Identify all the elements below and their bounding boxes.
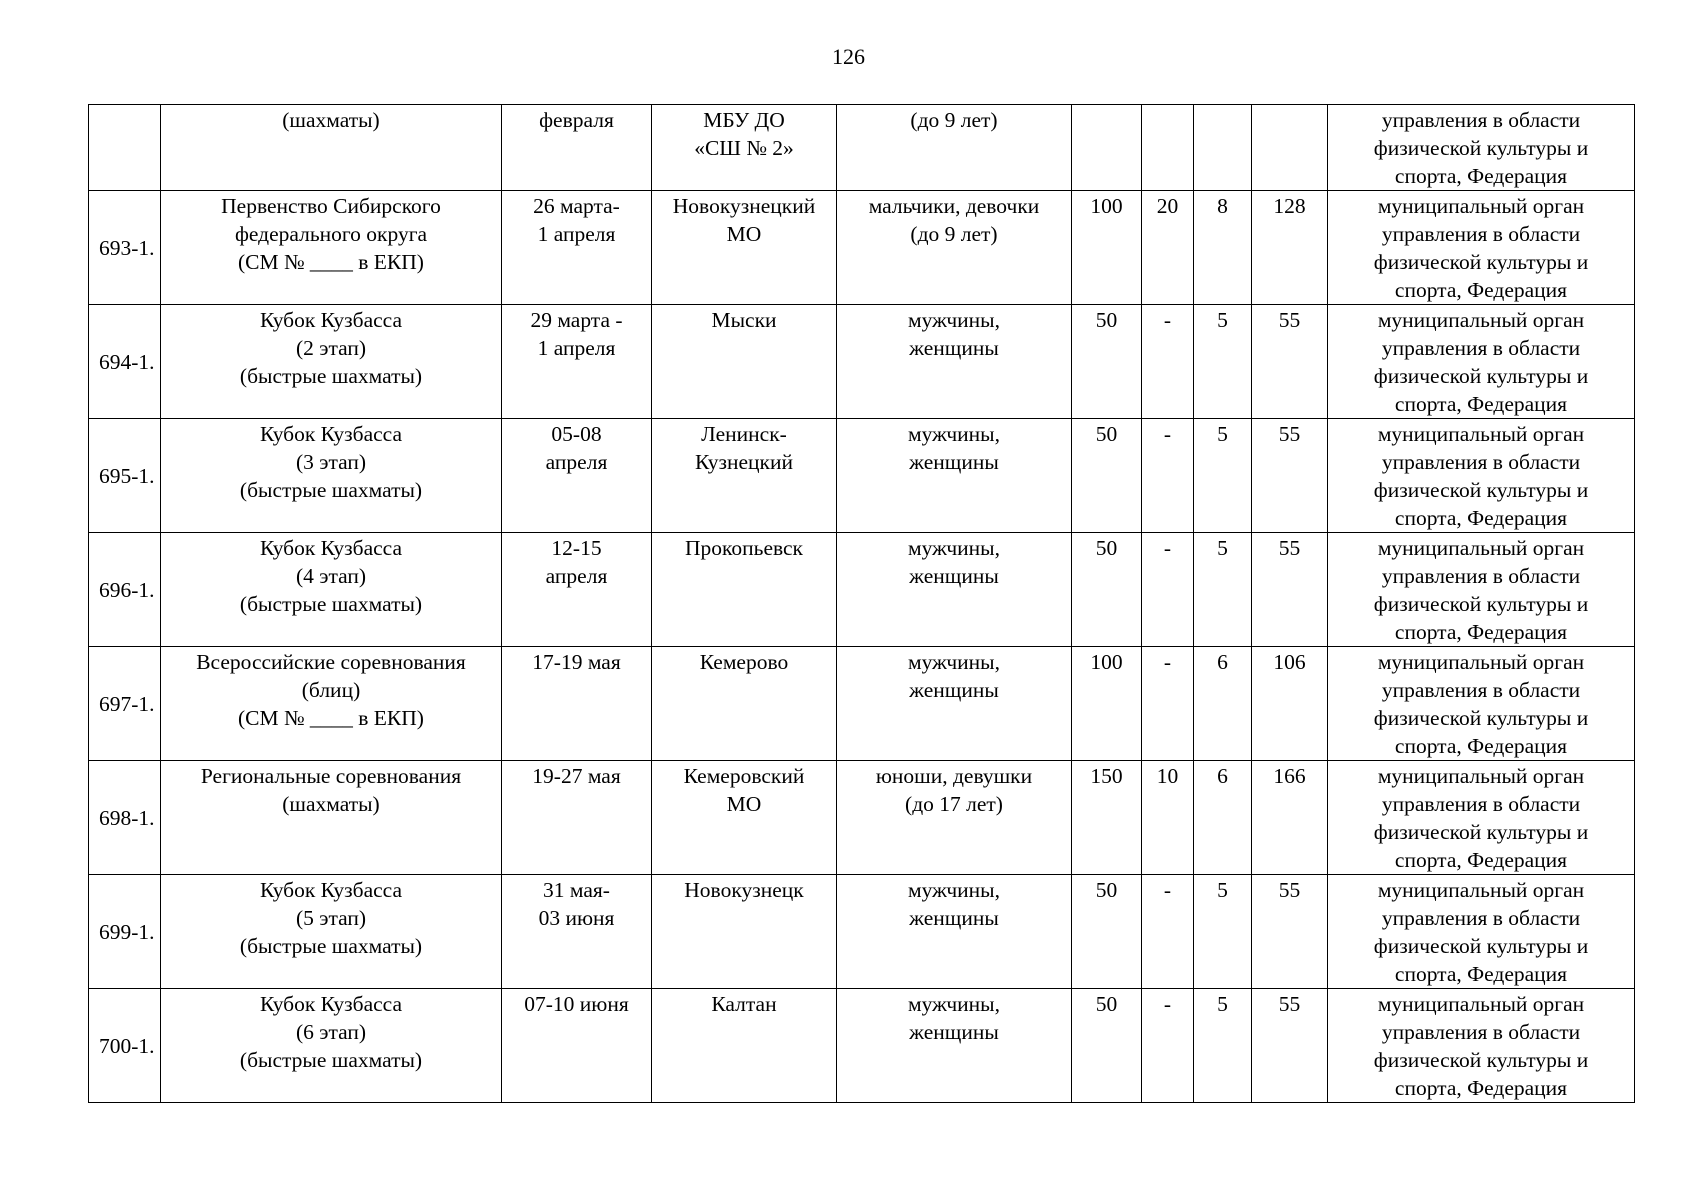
cell-dates: 26 марта- 1 апреля xyxy=(502,191,652,305)
table-row xyxy=(89,875,1635,989)
cell-venue: Мыски xyxy=(652,305,837,419)
cell-count-3: 6 xyxy=(1194,761,1252,875)
table-row xyxy=(89,989,1635,1103)
cell-count-2: - xyxy=(1142,647,1194,761)
cell-count-2: - xyxy=(1142,875,1194,989)
cell-event-name: Кубок Кузбасса (4 этап) (быстрые шахматы) xyxy=(161,533,502,647)
cell-participants: мужчины, женщины xyxy=(837,875,1072,989)
cell-count-3: 5 xyxy=(1194,305,1252,419)
table-row xyxy=(89,191,1635,305)
cell-number: 694-1. xyxy=(89,305,161,419)
page-number: 126 xyxy=(832,44,865,69)
cell-count-1: 100 xyxy=(1072,647,1142,761)
table-row xyxy=(89,647,1635,761)
cell-count-2 xyxy=(1142,105,1194,191)
cell-dates: 31 мая- 03 июня xyxy=(502,875,652,989)
cell-venue: МБУ ДО «СШ № 2» xyxy=(652,105,837,191)
cell-count-2: 20 xyxy=(1142,191,1194,305)
cell-count-1: 50 xyxy=(1072,875,1142,989)
cell-organizer: муниципальный орган управления в области физической культуры и спорта, Федерация xyxy=(1328,305,1635,419)
cell-count-1: 50 xyxy=(1072,305,1142,419)
cell-total: 128 xyxy=(1252,191,1328,305)
cell-dates: 07-10 июня xyxy=(502,989,652,1103)
cell-count-1: 50 xyxy=(1072,989,1142,1103)
cell-organizer: муниципальный орган управления в области физической культуры и спорта, Федерация xyxy=(1328,647,1635,761)
cell-venue: Кемеровский МО xyxy=(652,761,837,875)
cell-organizer: муниципальный орган управления в области физической культуры и спорта, Федерация xyxy=(1328,533,1635,647)
cell-participants: мужчины, женщины xyxy=(837,533,1072,647)
cell-organizer: управления в области физической культуры и спорта, Федерация xyxy=(1328,105,1635,191)
cell-event-name: Кубок Кузбасса (2 этап) (быстрые шахматы) xyxy=(161,305,502,419)
cell-total xyxy=(1252,105,1328,191)
cell-participants: мужчины, женщины xyxy=(837,419,1072,533)
cell-number: 698-1. xyxy=(89,761,161,875)
cell-count-2: - xyxy=(1142,305,1194,419)
cell-participants: мальчики, девочки (до 9 лет) xyxy=(837,191,1072,305)
cell-event-name: Кубок Кузбасса (6 этап) (быстрые шахматы) xyxy=(161,989,502,1103)
cell-number: 700-1. xyxy=(89,989,161,1103)
cell-count-2: 10 xyxy=(1142,761,1194,875)
cell-venue: Новокузнецк xyxy=(652,875,837,989)
cell-count-1: 50 xyxy=(1072,419,1142,533)
cell-number: 696-1. xyxy=(89,533,161,647)
table-row xyxy=(89,419,1635,533)
cell-dates: 05-08 апреля xyxy=(502,419,652,533)
cell-participants: мужчины, женщины xyxy=(837,647,1072,761)
cell-event-name: Всероссийские соревнования (блиц) (СМ № ____ в ЕКП) xyxy=(161,647,502,761)
cell-count-1 xyxy=(1072,105,1142,191)
cell-organizer: муниципальный орган управления в области физической культуры и спорта, Федерация xyxy=(1328,419,1635,533)
cell-dates: 12-15 апреля xyxy=(502,533,652,647)
cell-number: 693-1. xyxy=(89,191,161,305)
cell-organizer: муниципальный орган управления в области физической культуры и спорта, Федерация xyxy=(1328,989,1635,1103)
cell-participants: мужчины, женщины xyxy=(837,989,1072,1103)
cell-count-3: 8 xyxy=(1194,191,1252,305)
cell-total: 106 xyxy=(1252,647,1328,761)
cell-number xyxy=(89,105,161,191)
cell-count-3: 5 xyxy=(1194,989,1252,1103)
cell-total: 55 xyxy=(1252,305,1328,419)
cell-dates: февраля xyxy=(502,105,652,191)
cell-venue: Калтан xyxy=(652,989,837,1103)
cell-dates: 29 марта - 1 апреля xyxy=(502,305,652,419)
cell-participants: (до 9 лет) xyxy=(837,105,1072,191)
cell-count-2: - xyxy=(1142,989,1194,1103)
cell-count-1: 50 xyxy=(1072,533,1142,647)
cell-organizer: муниципальный орган управления в области физической культуры и спорта, Федерация xyxy=(1328,875,1635,989)
cell-organizer: муниципальный орган управления в области физической культуры и спорта, Федерация xyxy=(1328,761,1635,875)
cell-total: 55 xyxy=(1252,875,1328,989)
cell-total: 55 xyxy=(1252,419,1328,533)
cell-number: 695-1. xyxy=(89,419,161,533)
cell-dates: 17-19 мая xyxy=(502,647,652,761)
cell-count-3: 5 xyxy=(1194,419,1252,533)
cell-venue: Прокопьевск xyxy=(652,533,837,647)
table-row-continuation xyxy=(89,105,1635,191)
cell-count-1: 150 xyxy=(1072,761,1142,875)
cell-total: 166 xyxy=(1252,761,1328,875)
cell-event-name: Первенство Сибирского федерального округа (СМ № ____ в ЕКП) xyxy=(161,191,502,305)
cell-venue: Новокузнецкий МО xyxy=(652,191,837,305)
table-row xyxy=(89,305,1635,419)
cell-participants: мужчины, женщины xyxy=(837,305,1072,419)
cell-count-2: - xyxy=(1142,419,1194,533)
table-row xyxy=(89,533,1635,647)
cell-venue: Кемерово xyxy=(652,647,837,761)
cell-participants: юноши, девушки (до 17 лет) xyxy=(837,761,1072,875)
cell-event-name: Кубок Кузбасса (5 этап) (быстрые шахматы) xyxy=(161,875,502,989)
cell-total: 55 xyxy=(1252,533,1328,647)
table-row xyxy=(89,761,1635,875)
cell-event-name: (шахматы) xyxy=(161,105,502,191)
cell-event-name: Региональные соревнования (шахматы) xyxy=(161,761,502,875)
cell-number: 697-1. xyxy=(89,647,161,761)
cell-count-3: 5 xyxy=(1194,875,1252,989)
cell-count-3: 6 xyxy=(1194,647,1252,761)
cell-count-3: 5 xyxy=(1194,533,1252,647)
cell-event-name: Кубок Кузбасса (3 этап) (быстрые шахматы) xyxy=(161,419,502,533)
cell-venue: Ленинск- Кузнецкий xyxy=(652,419,837,533)
cell-count-2: - xyxy=(1142,533,1194,647)
cell-total: 55 xyxy=(1252,989,1328,1103)
cell-number: 699-1. xyxy=(89,875,161,989)
cell-count-1: 100 xyxy=(1072,191,1142,305)
cell-organizer: муниципальный орган управления в области физической культуры и спорта, Федерация xyxy=(1328,191,1635,305)
cell-dates: 19-27 мая xyxy=(502,761,652,875)
events-table xyxy=(88,104,1635,1103)
cell-count-3 xyxy=(1194,105,1252,191)
